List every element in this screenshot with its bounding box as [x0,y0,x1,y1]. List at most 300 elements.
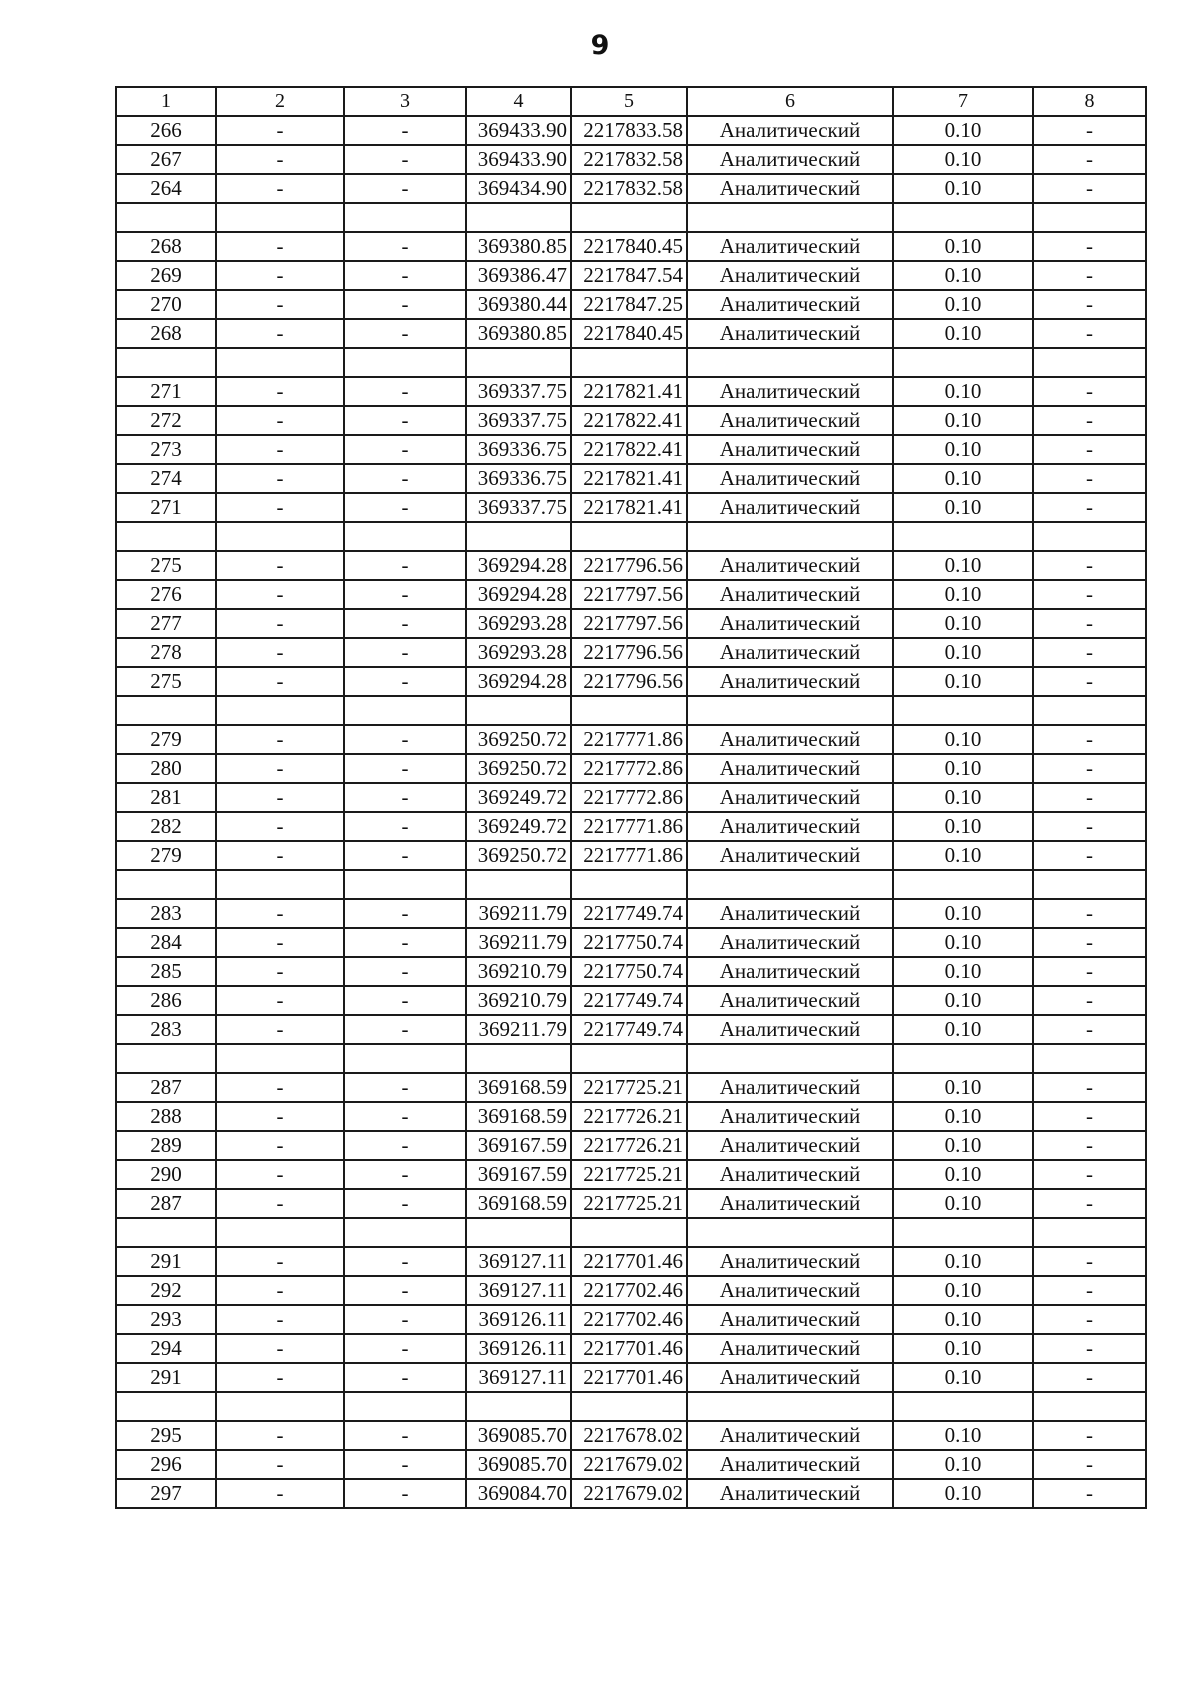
separator-row [116,1392,1146,1421]
x-coordinate-cell: 369380.85 [466,232,571,261]
method-cell: Аналитический [687,1131,893,1160]
method-cell: Аналитический [687,725,893,754]
accuracy-cell: 0.10 [893,667,1033,696]
y-coordinate-cell: 2217679.02 [571,1479,687,1508]
x-coordinate-cell: 369211.79 [466,899,571,928]
point-number-cell: 276 [116,580,216,609]
col-2-cell: - [216,928,344,957]
method-cell: Аналитический [687,1073,893,1102]
col-3-cell: - [344,1247,466,1276]
col-3-cell: - [344,928,466,957]
y-coordinate-cell: 2217832.58 [571,145,687,174]
col-3-cell: - [344,435,466,464]
col-8-cell [1033,870,1146,899]
accuracy-cell: 0.10 [893,1102,1033,1131]
x-coordinate-cell [466,870,571,899]
accuracy-cell: 0.10 [893,609,1033,638]
y-coordinate-cell [571,348,687,377]
col-2-cell: - [216,957,344,986]
point-number-cell: 269 [116,261,216,290]
col-2-cell [216,1218,344,1247]
col-3-cell: - [344,986,466,1015]
y-coordinate-cell [571,203,687,232]
x-coordinate-cell: 369210.79 [466,986,571,1015]
x-coordinate-cell: 369380.44 [466,290,571,319]
separator-row [116,522,1146,551]
method-cell [687,348,893,377]
col-2-cell: - [216,986,344,1015]
col-2-cell [216,522,344,551]
x-coordinate-cell: 369085.70 [466,1421,571,1450]
col-8-cell: - [1033,957,1146,986]
table-row [116,493,1146,522]
accuracy-cell: 0.10 [893,638,1033,667]
col-2-cell: - [216,261,344,290]
col-2-cell [216,348,344,377]
col-3-cell: - [344,1305,466,1334]
table-row [116,841,1146,870]
column-header-5: 5 [571,87,687,116]
y-coordinate-cell: 2217796.56 [571,667,687,696]
col-3-cell [344,203,466,232]
col-2-cell: - [216,464,344,493]
method-cell [687,522,893,551]
col-2-cell: - [216,1479,344,1508]
x-coordinate-cell: 369250.72 [466,725,571,754]
y-coordinate-cell: 2217796.56 [571,551,687,580]
table-row [116,638,1146,667]
x-coordinate-cell [466,696,571,725]
y-coordinate-cell: 2217771.86 [571,812,687,841]
col-8-cell [1033,1218,1146,1247]
table-row [116,1421,1146,1450]
y-coordinate-cell [571,1218,687,1247]
column-header-7: 7 [893,87,1033,116]
x-coordinate-cell: 369084.70 [466,1479,571,1508]
col-2-cell: - [216,609,344,638]
method-cell: Аналитический [687,319,893,348]
table-row [116,1102,1146,1131]
col-2-cell: - [216,638,344,667]
method-cell [687,1392,893,1421]
col-3-cell: - [344,725,466,754]
accuracy-cell: 0.10 [893,435,1033,464]
col-8-cell [1033,203,1146,232]
table-row [116,1363,1146,1392]
accuracy-cell: 0.10 [893,841,1033,870]
accuracy-cell: 0.10 [893,725,1033,754]
y-coordinate-cell: 2217701.46 [571,1247,687,1276]
method-cell: Аналитический [687,783,893,812]
accuracy-cell: 0.10 [893,377,1033,406]
table-row [116,986,1146,1015]
point-number-cell: 295 [116,1421,216,1450]
x-coordinate-cell: 369433.90 [466,145,571,174]
point-number-cell: 291 [116,1247,216,1276]
method-cell: Аналитический [687,899,893,928]
x-coordinate-cell: 369127.11 [466,1247,571,1276]
table-row [116,406,1146,435]
x-coordinate-cell: 369249.72 [466,812,571,841]
point-number-cell: 267 [116,145,216,174]
col-3-cell: - [344,1421,466,1450]
y-coordinate-cell: 2217821.41 [571,493,687,522]
point-number-cell: 286 [116,986,216,1015]
col-8-cell: - [1033,986,1146,1015]
method-cell [687,203,893,232]
point-number-cell: 277 [116,609,216,638]
x-coordinate-cell: 369167.59 [466,1131,571,1160]
method-cell [687,1044,893,1073]
col-8-cell: - [1033,116,1146,145]
accuracy-cell: 0.10 [893,957,1033,986]
accuracy-cell [893,1392,1033,1421]
table-row [116,261,1146,290]
accuracy-cell: 0.10 [893,986,1033,1015]
method-cell: Аналитический [687,290,893,319]
col-3-cell: - [344,580,466,609]
col-3-cell: - [344,1479,466,1508]
col-8-cell: - [1033,1305,1146,1334]
col-8-cell: - [1033,812,1146,841]
col-3-cell: - [344,1363,466,1392]
col-2-cell: - [216,290,344,319]
table-row [116,754,1146,783]
col-2-cell: - [216,377,344,406]
point-number-cell: 271 [116,493,216,522]
y-coordinate-cell: 2217726.21 [571,1131,687,1160]
col-2-cell: - [216,174,344,203]
x-coordinate-cell: 369210.79 [466,957,571,986]
point-number-cell: 289 [116,1131,216,1160]
x-coordinate-cell: 369126.11 [466,1305,571,1334]
y-coordinate-cell [571,522,687,551]
x-coordinate-cell [466,522,571,551]
x-coordinate-cell [466,203,571,232]
y-coordinate-cell: 2217821.41 [571,377,687,406]
x-coordinate-cell: 369294.28 [466,580,571,609]
accuracy-cell: 0.10 [893,754,1033,783]
method-cell: Аналитический [687,1479,893,1508]
table-row [116,609,1146,638]
y-coordinate-cell: 2217771.86 [571,841,687,870]
col-3-cell: - [344,1015,466,1044]
col-2-cell: - [216,1102,344,1131]
col-3-cell: - [344,841,466,870]
col-8-cell: - [1033,667,1146,696]
col-2-cell [216,870,344,899]
point-number-cell: 280 [116,754,216,783]
column-header-3: 3 [344,87,466,116]
col-3-cell: - [344,464,466,493]
accuracy-cell: 0.10 [893,1421,1033,1450]
table-row [116,174,1146,203]
method-cell: Аналитический [687,1334,893,1363]
x-coordinate-cell [466,1392,571,1421]
y-coordinate-cell: 2217847.54 [571,261,687,290]
col-3-cell [344,348,466,377]
col-3-cell: - [344,174,466,203]
col-2-cell: - [216,1305,344,1334]
col-3-cell: - [344,1102,466,1131]
y-coordinate-cell: 2217725.21 [571,1073,687,1102]
y-coordinate-cell: 2217822.41 [571,435,687,464]
col-8-cell: - [1033,580,1146,609]
accuracy-cell [893,203,1033,232]
x-coordinate-cell: 369127.11 [466,1363,571,1392]
col-2-cell: - [216,319,344,348]
col-3-cell: - [344,638,466,667]
accuracy-cell: 0.10 [893,116,1033,145]
accuracy-cell: 0.10 [893,145,1033,174]
y-coordinate-cell: 2217840.45 [571,319,687,348]
col-8-cell: - [1033,1450,1146,1479]
col-2-cell [216,203,344,232]
col-3-cell: - [344,1073,466,1102]
col-3-cell: - [344,232,466,261]
col-8-cell: - [1033,725,1146,754]
x-coordinate-cell: 369337.75 [466,406,571,435]
col-2-cell: - [216,1189,344,1218]
y-coordinate-cell: 2217702.46 [571,1276,687,1305]
accuracy-cell: 0.10 [893,1305,1033,1334]
table-row [116,667,1146,696]
col-8-cell [1033,1044,1146,1073]
col-8-cell: - [1033,638,1146,667]
col-3-cell: - [344,1160,466,1189]
x-coordinate-cell: 369211.79 [466,1015,571,1044]
y-coordinate-cell: 2217726.21 [571,1102,687,1131]
accuracy-cell: 0.10 [893,1450,1033,1479]
x-coordinate-cell: 369336.75 [466,464,571,493]
y-coordinate-cell: 2217725.21 [571,1189,687,1218]
point-number-cell: 264 [116,174,216,203]
y-coordinate-cell: 2217679.02 [571,1450,687,1479]
accuracy-cell: 0.10 [893,1276,1033,1305]
accuracy-cell: 0.10 [893,1160,1033,1189]
point-number-cell: 282 [116,812,216,841]
col-8-cell: - [1033,377,1146,406]
accuracy-cell: 0.10 [893,1334,1033,1363]
column-header-6: 6 [687,87,893,116]
y-coordinate-cell: 2217701.46 [571,1334,687,1363]
point-number-cell: 290 [116,1160,216,1189]
x-coordinate-cell: 369127.11 [466,1276,571,1305]
table-row [116,725,1146,754]
table-row [116,319,1146,348]
x-coordinate-cell: 369337.75 [466,377,571,406]
y-coordinate-cell [571,870,687,899]
col-2-cell: - [216,551,344,580]
table-row [116,928,1146,957]
col-3-cell [344,522,466,551]
col-2-cell: - [216,1363,344,1392]
col-8-cell: - [1033,1189,1146,1218]
x-coordinate-cell: 369167.59 [466,1160,571,1189]
separator-row [116,1044,1146,1073]
accuracy-cell: 0.10 [893,493,1033,522]
table-row [116,1479,1146,1508]
accuracy-cell [893,348,1033,377]
col-3-cell: - [344,377,466,406]
x-coordinate-cell: 369336.75 [466,435,571,464]
y-coordinate-cell [571,1044,687,1073]
y-coordinate-cell: 2217797.56 [571,580,687,609]
col-3-cell: - [344,667,466,696]
separator-row [116,203,1146,232]
col-8-cell: - [1033,1102,1146,1131]
point-number-cell: 268 [116,319,216,348]
col-2-cell: - [216,783,344,812]
x-coordinate-cell: 369168.59 [466,1073,571,1102]
col-2-cell: - [216,1015,344,1044]
point-number-cell [116,870,216,899]
accuracy-cell [893,870,1033,899]
col-2-cell: - [216,841,344,870]
method-cell: Аналитический [687,1305,893,1334]
col-8-cell: - [1033,783,1146,812]
method-cell: Аналитический [687,145,893,174]
col-8-cell: - [1033,406,1146,435]
col-3-cell: - [344,551,466,580]
y-coordinate-cell [571,696,687,725]
x-coordinate-cell [466,348,571,377]
accuracy-cell: 0.10 [893,1189,1033,1218]
table-row [116,1073,1146,1102]
coordinates-table [115,86,1147,1509]
method-cell: Аналитический [687,232,893,261]
point-number-cell: 283 [116,1015,216,1044]
x-coordinate-cell: 369337.75 [466,493,571,522]
point-number-cell [116,1044,216,1073]
col-2-cell: - [216,725,344,754]
col-3-cell: - [344,783,466,812]
y-coordinate-cell: 2217822.41 [571,406,687,435]
accuracy-cell: 0.10 [893,1363,1033,1392]
col-3-cell: - [344,812,466,841]
col-2-cell: - [216,1334,344,1363]
table-row [116,464,1146,493]
page-number: 9 [590,30,610,61]
column-header-8: 8 [1033,87,1146,116]
y-coordinate-cell: 2217725.21 [571,1160,687,1189]
y-coordinate-cell: 2217750.74 [571,928,687,957]
point-number-cell [116,1392,216,1421]
accuracy-cell: 0.10 [893,928,1033,957]
x-coordinate-cell: 369380.85 [466,319,571,348]
point-number-cell: 297 [116,1479,216,1508]
accuracy-cell: 0.10 [893,406,1033,435]
method-cell: Аналитический [687,667,893,696]
col-2-cell: - [216,754,344,783]
col-3-cell: - [344,319,466,348]
x-coordinate-cell: 369250.72 [466,841,571,870]
column-header-4: 4 [466,87,571,116]
point-number-cell: 275 [116,667,216,696]
table-row [116,551,1146,580]
col-8-cell: - [1033,1276,1146,1305]
col-2-cell: - [216,493,344,522]
table-row [116,1247,1146,1276]
point-number-cell [116,1218,216,1247]
separator-row [116,1218,1146,1247]
x-coordinate-cell: 369168.59 [466,1102,571,1131]
point-number-cell: 270 [116,290,216,319]
point-number-cell: 274 [116,464,216,493]
method-cell: Аналитический [687,174,893,203]
point-number-cell: 271 [116,377,216,406]
table-row [116,1015,1146,1044]
y-coordinate-cell: 2217749.74 [571,1015,687,1044]
col-3-cell: - [344,1276,466,1305]
table-row [116,1189,1146,1218]
x-coordinate-cell: 369250.72 [466,754,571,783]
col-8-cell: - [1033,899,1146,928]
x-coordinate-cell: 369293.28 [466,609,571,638]
col-2-cell: - [216,435,344,464]
point-number-cell: 287 [116,1073,216,1102]
y-coordinate-cell: 2217797.56 [571,609,687,638]
method-cell: Аналитический [687,1421,893,1450]
accuracy-cell: 0.10 [893,783,1033,812]
x-coordinate-cell: 369168.59 [466,1189,571,1218]
accuracy-cell: 0.10 [893,1247,1033,1276]
point-number-cell: 266 [116,116,216,145]
y-coordinate-cell: 2217701.46 [571,1363,687,1392]
x-coordinate-cell: 369211.79 [466,928,571,957]
col-3-cell [344,1392,466,1421]
table-row [116,783,1146,812]
col-8-cell [1033,522,1146,551]
point-number-cell: 275 [116,551,216,580]
method-cell: Аналитический [687,1450,893,1479]
x-coordinate-cell: 369294.28 [466,667,571,696]
method-cell: Аналитический [687,638,893,667]
method-cell: Аналитический [687,1102,893,1131]
method-cell: Аналитический [687,435,893,464]
point-number-cell: 281 [116,783,216,812]
column-header-2: 2 [216,87,344,116]
point-number-cell [116,696,216,725]
col-3-cell: - [344,290,466,319]
x-coordinate-cell: 369386.47 [466,261,571,290]
col-3-cell: - [344,754,466,783]
col-8-cell: - [1033,1015,1146,1044]
point-number-cell: 287 [116,1189,216,1218]
y-coordinate-cell: 2217678.02 [571,1421,687,1450]
x-coordinate-cell: 369085.70 [466,1450,571,1479]
method-cell: Аналитический [687,1015,893,1044]
col-3-cell: - [344,1131,466,1160]
method-cell: Аналитический [687,261,893,290]
point-number-cell: 292 [116,1276,216,1305]
col-2-cell [216,1044,344,1073]
accuracy-cell: 0.10 [893,812,1033,841]
y-coordinate-cell: 2217796.56 [571,638,687,667]
table-row [116,1276,1146,1305]
point-number-cell: 291 [116,1363,216,1392]
col-2-cell: - [216,116,344,145]
col-2-cell: - [216,812,344,841]
method-cell: Аналитический [687,986,893,1015]
y-coordinate-cell: 2217702.46 [571,1305,687,1334]
col-2-cell: - [216,406,344,435]
method-cell: Аналитический [687,464,893,493]
method-cell: Аналитический [687,928,893,957]
col-8-cell: - [1033,1160,1146,1189]
y-coordinate-cell: 2217847.25 [571,290,687,319]
col-8-cell [1033,696,1146,725]
